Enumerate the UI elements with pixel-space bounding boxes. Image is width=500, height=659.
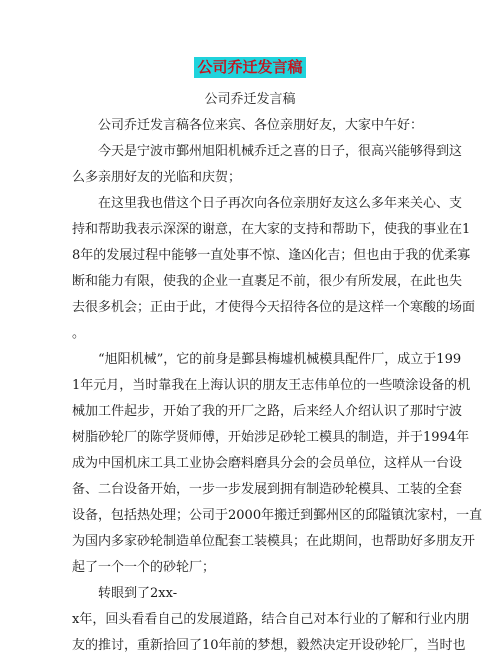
document-subtitle: 公司乔迁发言稿: [204, 92, 296, 107]
body-line: 去很多机会；正由于此，才使得今天招待各位的是这样一个寒酸的场面: [72, 300, 476, 315]
body-line: 公司乔迁发言稿各位来宾、各位亲朋好友，大家中午好：: [98, 118, 424, 133]
body-line: 今天是宁波市鄞州旭阳机械乔迁之喜的日子，很高兴能够得到这: [98, 144, 463, 159]
title-wrap: [0, 57, 500, 78]
document-title: 公司乔迁发言稿: [194, 57, 305, 78]
document-body: [72, 113, 483, 659]
body-line: 8年的发展过程中能够一直处事不惊、逢凶化吉；但也由于我的优柔寡: [72, 248, 471, 263]
body-line: 械加工件起步，开始了我的开厂之路，后来经人介绍认识了那时宁波: [72, 404, 463, 419]
body-line: 。: [72, 326, 86, 341]
body-line: x年，回头看看自己的发展道路，结合自己对本行业的了解和行业内朋: [72, 612, 470, 627]
body-line: 设备，包括热处理；公司于2000年搬迁到鄞州区的邱隘镇沈家村，一直: [72, 508, 483, 523]
body-line: 转眼到了2xx-: [98, 586, 178, 601]
body-line: 在这里我也借这个日子再次向各位亲朋好友这么多年来关心、支: [98, 196, 463, 211]
body-line: 备、二台设备开始，一步一步发展到拥有制造砂轮模具、工装的全套: [72, 482, 463, 497]
body-line: “旭阳机械”，它的前身是鄞县梅墟机械模具配件厂，成立于199: [98, 352, 462, 367]
body-line: 为国内多家砂轮制造单位配套工装模具；在此期间，也帮助好多朋友开: [72, 534, 476, 549]
body-line: 树脂砂轮厂的陈学贤师傅，开始涉足砂轮工模具的制造，并于1994年: [72, 430, 470, 445]
body-line: 持和帮助我表示深深的谢意，在大家的支持和帮助下，使我的事业在1: [72, 222, 471, 237]
body-line: 么多亲朋好友的光临和庆贺；: [72, 170, 242, 185]
body-line: 1年元月，当时靠我在上海认识的朋友王志伟单位的一些喷涂设备的机: [72, 378, 471, 393]
body-line: 成为中国机床工具工业协会磨料磨具分会的会员单位，这样从一台设: [72, 456, 463, 471]
body-line: 断和能力有限，使我的企业一直裹足不前，很少有所发展，在此也失: [72, 274, 463, 289]
body-line: 友的推讨，重新拾回了10年前的梦想，毅然决定开设砂轮厂，当时也: [72, 638, 466, 653]
body-line: 起了一个一个的砂轮厂；: [72, 560, 216, 575]
